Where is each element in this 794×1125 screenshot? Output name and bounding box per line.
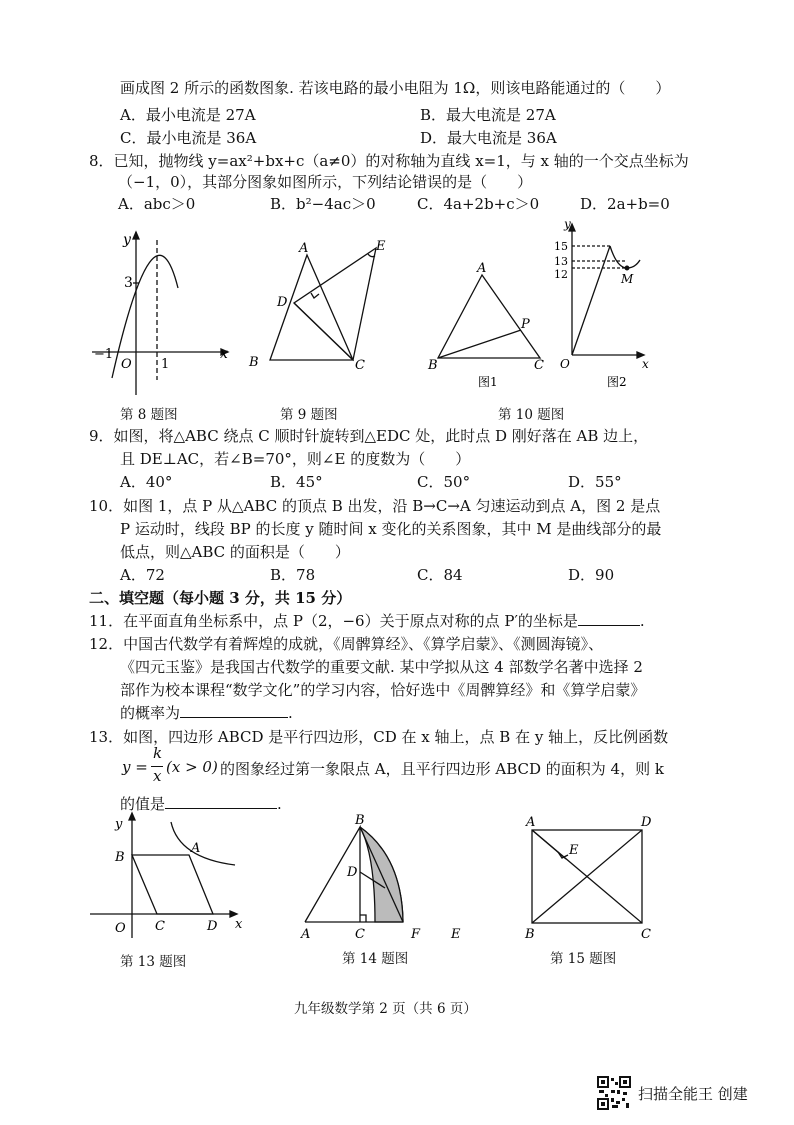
- fig15-rectangle-figure: [532, 830, 642, 923]
- q8-line2: （−1，0），其部分图象如图所示，下列结论错误的是（ ）: [118, 173, 533, 191]
- q8-line1: 8．已知，抛物线 y=ax²+bx+c（a≠0）的对称轴为直线 x=1，与 x 轴的一个交点坐标为: [89, 152, 689, 170]
- fig10-line-rise: [572, 246, 610, 355]
- q9-option-b: B．45°: [270, 473, 323, 491]
- fig8-parabola-graph: [92, 232, 228, 395]
- caption-fig14: 第 14 题图: [342, 951, 409, 967]
- q13-line3-text: 的值是: [120, 795, 166, 813]
- fig10-point-m: [625, 266, 629, 270]
- caption-fig10: 第 10 题图: [498, 407, 565, 423]
- qr-code-icon: [597, 1076, 631, 1110]
- q7-option-a: A．最小电流是 27A: [120, 106, 256, 124]
- q12-line4-text: 的概率为: [120, 704, 181, 722]
- fig9-label-c: C: [355, 358, 365, 373]
- caption-fig9: 第 9 题图: [280, 407, 338, 423]
- fig10-label-c: C: [534, 358, 544, 373]
- q11-end: .: [639, 612, 645, 630]
- q13-end: .: [277, 795, 282, 813]
- q10-line1: 10．如图 1，点 P 从△ABC 的顶点 B 出发，沿 B→C→A 匀速运动到点 A，图 2 是点: [89, 497, 661, 515]
- fig9-label-a: A: [299, 241, 309, 256]
- fig13-label-x: x: [235, 917, 243, 932]
- q10-option-d: D．90: [568, 566, 615, 584]
- q12-answer-blank[interactable]: [180, 703, 288, 718]
- caption-fig13: 第 13 题图: [120, 954, 187, 970]
- fig10-tick-12: 12: [554, 268, 568, 281]
- page-footer: 九年级数学第 2 页（共 6 页）: [294, 1001, 477, 1017]
- q7-option-c: C．最小电流是 36A: [120, 129, 257, 147]
- figure-row-1: [80, 220, 680, 395]
- fig10-caption-fig1: 图1: [478, 375, 498, 389]
- fig9-label-e: E: [376, 239, 386, 254]
- q7-continuation: 画成图 2 所示的函数图象. 若该电路的最小电阻为 1Ω，则该电路能通过的（ ）: [120, 79, 671, 97]
- fig14-label-d: D: [347, 865, 358, 880]
- figure-row-2: [85, 810, 665, 945]
- fig13-label-c: C: [155, 919, 165, 934]
- q10-option-c: C．84: [417, 566, 463, 584]
- q12-line3: 部作为校本课程“数学文化”的学习内容，恰好选中《周髀算经》和《算学启蒙》: [120, 681, 646, 699]
- q13-line1: 13．如图，四边形 ABCD 是平行四边形，CD 在 x 轴上，点 B 在 y 轴上，反比例函数: [89, 728, 669, 746]
- fig10-graph: [569, 224, 644, 358]
- q13-condition: (x > 0): [166, 758, 218, 776]
- fig8-label-3: 3: [124, 275, 133, 291]
- q8-option-d: D．2a+b=0: [580, 195, 670, 213]
- fig10-tick-13: 13: [554, 255, 568, 268]
- fig8-label-y: y: [123, 232, 131, 248]
- fig13-label-b: B: [115, 850, 125, 865]
- q10-option-a: A．72: [120, 566, 165, 584]
- fig14-label-e: E: [451, 927, 461, 942]
- scanner-watermark-text: 扫描全能王 创建: [638, 1085, 748, 1103]
- q9-line2: 且 DE⊥AC，若∠B=70°，则∠E 的度数为（ ）: [120, 450, 471, 468]
- q11-text: 11．在平面直角坐标系中，点 P（2，−6）关于原点对称的点 P′的坐标是: [89, 612, 578, 630]
- fig14-label-a: A: [301, 927, 311, 942]
- fig15-label-a: A: [526, 815, 536, 830]
- fig13-y-arrow: [129, 813, 135, 820]
- fig10-label-x: x: [642, 357, 649, 371]
- q13-frac-x: x: [153, 767, 162, 785]
- fig10-caption-fig2: 图2: [607, 375, 627, 389]
- q10-option-b: B．78: [270, 566, 316, 584]
- fig13-label-y: y: [115, 817, 123, 832]
- fig10-label-o: O: [560, 357, 570, 371]
- fig9-right-angle-mark: [311, 293, 319, 298]
- fig15-label-e: E: [569, 843, 579, 858]
- fig8-label-1: 1: [161, 357, 170, 372]
- q9-option-d: D．55°: [568, 473, 622, 491]
- fig14-right-angle-mark: [360, 915, 366, 922]
- q9-option-a: A．40°: [120, 473, 173, 491]
- section-2-heading: 二、填空题（每小题 3 分，共 15 分）: [89, 589, 352, 607]
- q13-frac-k: k: [153, 744, 163, 762]
- fig9-segment-dc: [294, 303, 353, 360]
- q7-option-b: B．最大电流是 27A: [420, 106, 556, 124]
- fig9-label-b: B: [249, 355, 259, 370]
- fig10-label-b: B: [428, 358, 438, 373]
- q12-line1: 12．中国古代数学有着辉煌的成就，《周髀算经》、《算学启蒙》、《测圆海镜》、: [89, 635, 604, 653]
- q9-option-c: C．50°: [417, 473, 471, 491]
- q7-option-d: D．最大电流是 36A: [420, 129, 557, 147]
- q12-line4: [120, 702, 293, 723]
- q13-line2-rest: 的图象经过第一象限点 A，且平行四边形 ABCD 的面积为 4，则 k: [220, 760, 664, 778]
- fig8-y-arrow: [133, 232, 139, 239]
- q9-line1: 9．如图，将△ABC 绕点 C 顺时针旋转到△EDC 处，此时点 D 刚好落在 AB 边上，: [89, 427, 649, 445]
- fig15-label-d: D: [641, 815, 652, 830]
- fig10-label-m: M: [621, 272, 634, 286]
- q12-end: .: [288, 704, 293, 722]
- q8-option-b: B．b²−4ac＞0: [270, 195, 376, 213]
- q11: [89, 610, 645, 631]
- fig10-label-p: P: [521, 317, 530, 332]
- fig15-label-c: C: [641, 927, 651, 942]
- caption-fig8: 第 8 题图: [120, 407, 178, 423]
- fig10-label-y: y: [564, 220, 571, 231]
- q13-answer-blank[interactable]: [165, 794, 277, 809]
- fig10-curve: [610, 246, 640, 268]
- fig8-label-o: O: [121, 357, 132, 372]
- fig14-label-f: F: [411, 927, 421, 942]
- q11-answer-blank[interactable]: [578, 611, 640, 626]
- fig13-label-o: O: [115, 921, 126, 936]
- fig8-label-x: x: [220, 346, 228, 362]
- fig15-label-b: B: [525, 927, 535, 942]
- fig13-parallelogram: [132, 855, 213, 914]
- fig10-tick-15: 15: [554, 240, 568, 253]
- q10-line2: P 运动时，线段 BP 的长度 y 随时间 x 变化的关系图象，其中 M 是曲线部分的最: [120, 520, 662, 538]
- fig13-hyperbola: [171, 822, 235, 865]
- fig13-label-a: A: [191, 841, 201, 856]
- caption-fig15: 第 15 题图: [550, 951, 617, 967]
- fig8-label-neg1: −1: [94, 347, 114, 362]
- q10-line3: 低点，则△ABC 的面积是（ ）: [120, 543, 350, 561]
- q8-option-c: C．4a+2b+c＞0: [417, 195, 540, 213]
- fig13-label-d: D: [207, 919, 218, 934]
- fig14-label-c: C: [355, 927, 365, 942]
- fig10-label-a: A: [477, 261, 487, 276]
- q8-option-a: A．abc＞0: [118, 195, 196, 213]
- fig14-label-b: B: [355, 813, 365, 828]
- q13-y-eq: y =: [122, 758, 148, 776]
- q12-line2: 《四元玉鉴》是我国古代数学的重要文献. 某中学拟从这 4 部数学名著中选择 2: [120, 658, 643, 676]
- fig15-segment-ae: [532, 830, 566, 859]
- fig9-label-d: D: [277, 295, 288, 310]
